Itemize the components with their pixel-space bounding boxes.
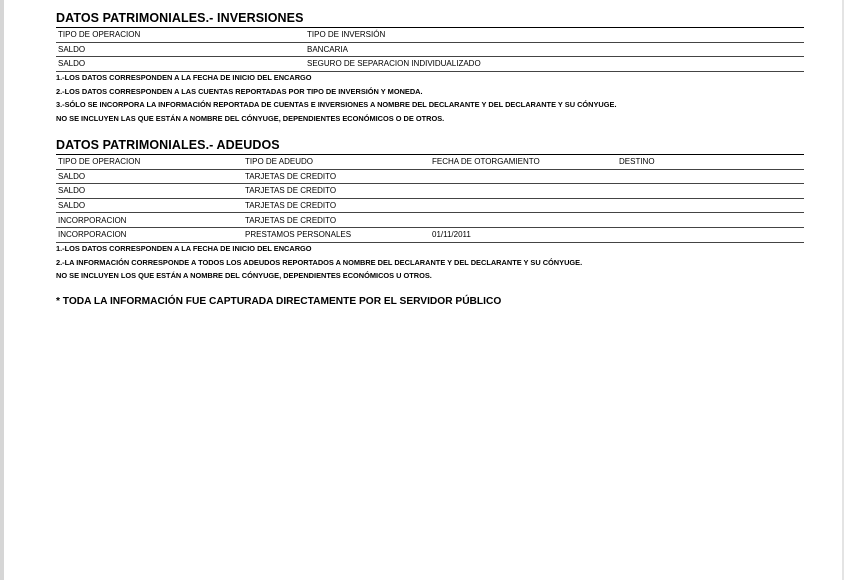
inversiones-table xyxy=(56,27,804,72)
note-line: 1.-LOS DATOS CORRESPONDEN A LA FECHA DE INICIO DEL ENCARGO xyxy=(56,73,312,82)
table-cell xyxy=(617,169,804,184)
table-cell xyxy=(430,198,617,213)
note-line: NO SE INCLUYEN LOS QUE ESTÁN A NOMBRE DEL CÓNYUGE, DEPENDIENTES ECONÓMICOS U OTROS. xyxy=(56,271,432,280)
adeudos-table xyxy=(56,154,804,243)
note-line: 2.-LOS DATOS CORRESPONDEN A LAS CUENTAS REPORTADAS POR TIPO DE INVERSIÓN Y MONEDA. xyxy=(56,86,423,96)
table-cell xyxy=(430,213,617,228)
column-header: TIPO DE OPERACION xyxy=(56,155,243,170)
table-cell: SALDO xyxy=(56,184,243,199)
table-cell xyxy=(617,227,804,242)
table-cell xyxy=(617,198,804,213)
table-row xyxy=(56,42,804,57)
page-left-edge xyxy=(0,0,4,580)
table-cell: BANCARIA xyxy=(305,42,804,57)
column-header: TIPO DE OPERACION xyxy=(56,28,305,43)
column-header: DESTINO xyxy=(617,155,804,170)
table-cell: 01/11/2011 xyxy=(430,227,617,242)
column-header: TIPO DE ADEUDO xyxy=(243,155,430,170)
note-line: NO SE INCLUYEN LAS QUE ESTÁN A NOMBRE DEL CÓNYUGE, DEPENDIENTES ECONÓMICOS O DE OTROS. xyxy=(56,113,445,123)
table-cell: SALDO xyxy=(56,42,305,57)
table-row xyxy=(56,227,804,242)
table-row xyxy=(56,169,804,184)
table-row xyxy=(56,198,804,213)
table-cell: SEGURO DE SEPARACION INDIVIDUALIZADO xyxy=(305,57,804,72)
table-cell: TARJETAS DE CREDITO xyxy=(243,169,430,184)
table-cell xyxy=(430,169,617,184)
footer-statement: * TODA LA INFORMACIÓN FUE CAPTURADA DIRECTAMENTE POR EL SERVIDOR PÚBLICO xyxy=(56,296,502,307)
table-cell: PRESTAMOS PERSONALES xyxy=(243,227,430,242)
note-line: 2.-LA INFORMACIÓN CORRESPONDE A TODOS LOS ADEUDOS REPORTADOS A NOMBRE DEL DECLARANTE Y DEL DECLARANTE Y SU CÓNYUGE. xyxy=(56,257,583,267)
table-header-row xyxy=(56,28,804,43)
column-header: FECHA DE OTORGAMIENTO xyxy=(430,155,617,170)
table-cell: SALDO xyxy=(56,169,243,184)
note-line: 1.-LOS DATOS CORRESPONDEN A LA FECHA DE INICIO DEL ENCARGO xyxy=(56,244,312,253)
table-cell: SALDO xyxy=(56,57,305,72)
table-header-row xyxy=(56,155,804,170)
inversiones-notes xyxy=(56,71,617,125)
note-line: 3.-SÓLO SE INCORPORA LA INFORMACIÓN REPORTADA DE CUENTAS E INVERSIONES A NOMBRE DEL DECLARANTE Y DEL DECLARANTE Y SU CÓNYUGE. xyxy=(56,100,617,109)
table-cell: TARJETAS DE CREDITO xyxy=(243,184,430,199)
table-cell: TARJETAS DE CREDITO xyxy=(243,198,430,213)
table-row xyxy=(56,184,804,199)
table-cell: TARJETAS DE CREDITO xyxy=(243,213,430,228)
table-cell xyxy=(430,184,617,199)
table-cell xyxy=(617,213,804,228)
table-cell: SALDO xyxy=(56,198,243,213)
table-cell xyxy=(617,184,804,199)
table-cell: INCORPORACION xyxy=(56,227,243,242)
table-row xyxy=(56,57,804,72)
adeudos-notes xyxy=(56,242,582,283)
column-header: TIPO DE INVERSIÓN xyxy=(305,28,804,43)
inversiones-title: DATOS PATRIMONIALES.- INVERSIONES xyxy=(56,11,304,25)
adeudos-title: DATOS PATRIMONIALES.- ADEUDOS xyxy=(56,138,280,152)
table-cell: INCORPORACION xyxy=(56,213,243,228)
table-row xyxy=(56,213,804,228)
